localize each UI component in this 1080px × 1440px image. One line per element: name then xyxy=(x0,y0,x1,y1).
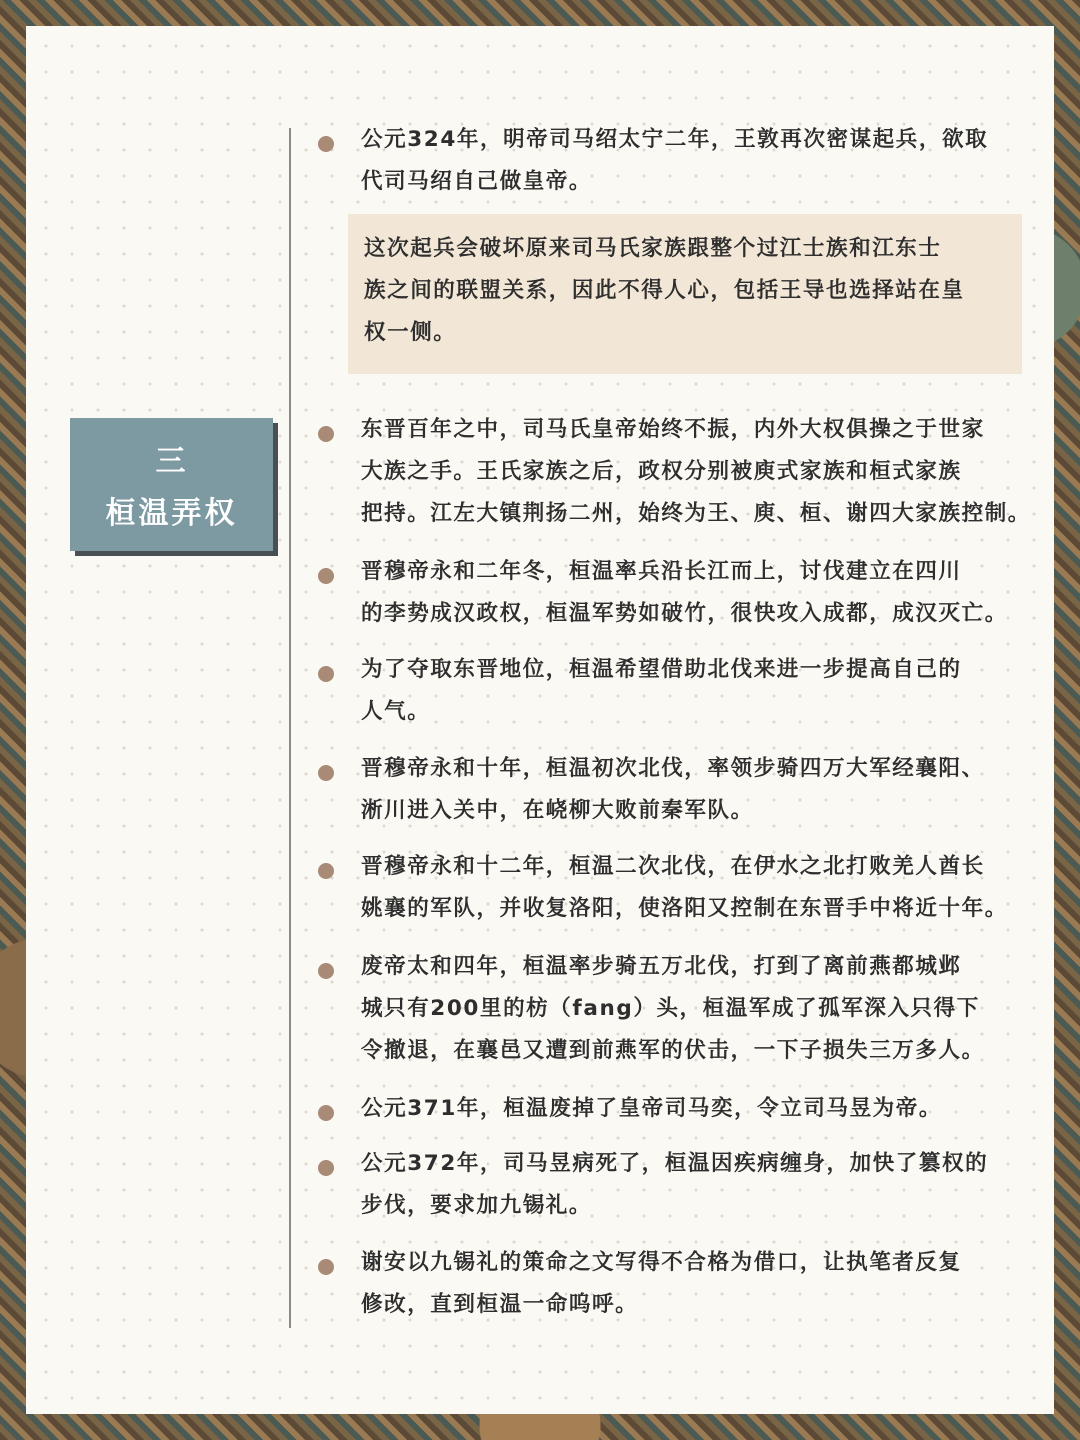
item-text xyxy=(361,1143,1038,1227)
item-text xyxy=(361,551,1038,635)
section-tag xyxy=(70,418,273,551)
item-line: 姚襄的军队，并收复洛阳，使洛阳又控制在东晋手中将近十年。 xyxy=(361,896,1008,921)
item-line: 公元372年，司马昱病死了，桓温因疾病缠身，加快了篡权的 xyxy=(361,1151,989,1176)
item-line: 令撤退，在襄邑又遭到前燕军的伏击，一下子损失三万多人。 xyxy=(361,1038,985,1063)
note-line: 这次起兵会破坏原来司马氏家族跟整个过江士族和江东士 xyxy=(364,236,942,261)
list-item-8 xyxy=(318,1143,1038,1227)
item-line: 东晋百年之中，司马氏皇帝始终不振，内外大权俱操之于世家 xyxy=(361,417,985,442)
item-text xyxy=(361,649,1038,733)
highlight-note xyxy=(348,214,1022,374)
item-line: 晋穆帝永和十年，桓温初次北伐，率领步骑四万大军经襄阳、 xyxy=(361,756,985,781)
bullet-dot xyxy=(318,1105,334,1121)
list-item-9 xyxy=(318,1242,1038,1326)
note-line: 权一侧。 xyxy=(364,320,457,345)
item-text xyxy=(361,409,1038,535)
timeline-divider xyxy=(289,128,291,1328)
note-text xyxy=(364,228,1022,354)
item-line: 废帝太和四年，桓温率步骑五万北伐，打到了离前燕都城邺 xyxy=(361,954,962,979)
list-item-2 xyxy=(318,551,1038,635)
item-text xyxy=(361,748,1038,832)
item-line: 为了夺取东晋地位，桓温希望借助北伐来进一步提高自己的 xyxy=(361,657,962,682)
bullet-dot xyxy=(318,963,334,979)
item-text xyxy=(361,946,1038,1072)
item-line: 的李势成汉政权，桓温军势如破竹，很快攻入成都，成汉灭亡。 xyxy=(361,601,1008,626)
item-line: 修改，直到桓温一命呜呼。 xyxy=(361,1292,639,1317)
bullet-dot xyxy=(318,666,334,682)
item-line: 公元371年，桓温废掉了皇帝司马奕，令立司马昱为帝。 xyxy=(361,1096,942,1121)
item-line: 把持。江左大镇荆扬二州，始终为王、庾、桓、谢四大家族控制。 xyxy=(361,501,1031,526)
item-text xyxy=(361,119,1038,203)
list-item-1 xyxy=(318,409,1038,535)
item-line: 人气。 xyxy=(361,699,431,724)
list-item-5 xyxy=(318,846,1038,930)
note-line: 族之间的联盟关系，因此不得人心，包括王导也选择站在皇 xyxy=(364,278,965,303)
bullet-dot xyxy=(318,765,334,781)
item-line: 大族之手。王氏家族之后，政权分别被庾式家族和桓式家族 xyxy=(361,459,962,484)
bullet-dot xyxy=(318,863,334,879)
bullet-dot xyxy=(318,426,334,442)
item-text xyxy=(361,1242,1038,1326)
item-line: 淅川进入关中，在峣柳大败前秦军队。 xyxy=(361,798,754,823)
section-title: 桓温弄权 xyxy=(105,496,238,531)
section-number: 三 xyxy=(155,444,188,479)
item-line: 晋穆帝永和二年冬，桓温率兵沿长江而上，讨伐建立在四川 xyxy=(361,559,962,584)
item-line: 谢安以九锡礼的策命之文写得不合格为借口，让执笔者反复 xyxy=(361,1250,962,1275)
item-line: 公元324年，明帝司马绍太宁二年，王敦再次密谋起兵，欲取 xyxy=(361,127,989,152)
list-item-4 xyxy=(318,748,1038,832)
item-line: 步伐，要求加九锡礼。 xyxy=(361,1193,593,1218)
item-line: 代司马绍自己做皇帝。 xyxy=(361,169,593,194)
item-text xyxy=(361,846,1038,930)
item-line: 晋穆帝永和十二年，桓温二次北伐，在伊水之北打败羌人酋长 xyxy=(361,854,985,879)
bullet-dot xyxy=(318,136,334,152)
bullet-dot xyxy=(318,568,334,584)
bullet-dot xyxy=(318,1160,334,1176)
list-item-0 xyxy=(318,119,1038,203)
bullet-dot xyxy=(318,1259,334,1275)
list-item-6 xyxy=(318,946,1038,1072)
list-item-7 xyxy=(318,1088,1038,1130)
item-text xyxy=(361,1088,1038,1130)
item-line: 城只有200里的枋（fang）头，桓温军成了孤军深入只得下 xyxy=(361,996,980,1021)
list-item-3 xyxy=(318,649,1038,733)
